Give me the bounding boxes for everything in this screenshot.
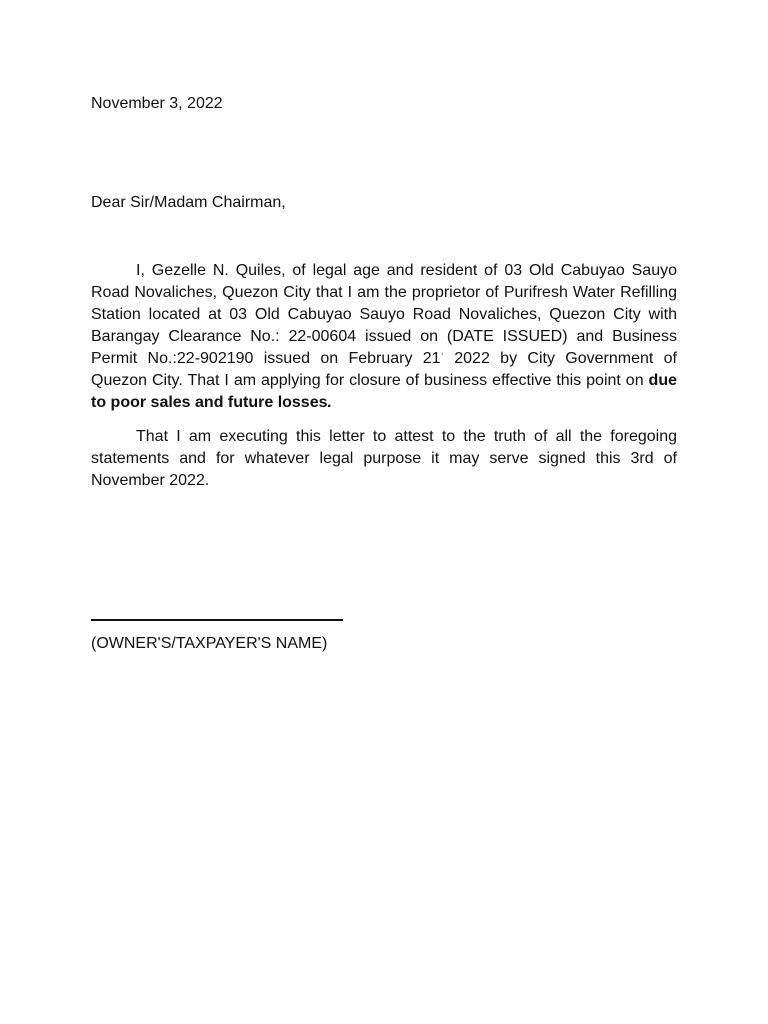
signature-name-label: (OWNER'S/TAXPAYER'S NAME) xyxy=(91,635,328,652)
body-paragraph-1 xyxy=(91,260,677,414)
signature-line xyxy=(91,619,343,621)
closure-reason-period: . xyxy=(327,394,332,411)
closure-reason: due to poor sales and future losses xyxy=(91,372,677,411)
body-paragraph-2: That I am executing this letter to attest to the truth of all the foregoing statements and for whatever legal purpose it may serve signed this 3rd of November 2022. xyxy=(91,428,677,489)
paragraph-1-main-text: I, Gezelle N. Quiles, of legal age and resident of 03 Old Cabuyao Sauyo Road Novaliches, Quezon City that I am the proprietor of Purifresh Water Refilling Station located at 03 Old Cabuyao Sauyo Road Novaliches, Quezon City with Barangay Clearance No.: 22-00604 issued on (DATE ISSUED) and Business Permit No.:22-902190 issued on February 21 xyxy=(91,262,677,367)
paragraph-1-continuation: 2022 by City Government of Quezon City. That I am applying for closure of business effective this point on xyxy=(91,350,678,389)
salutation: Dear Sir/Madam Chairman, xyxy=(91,194,286,211)
superscript-mark: · xyxy=(440,348,444,360)
letter-date: November 3, 2022 xyxy=(91,95,223,112)
